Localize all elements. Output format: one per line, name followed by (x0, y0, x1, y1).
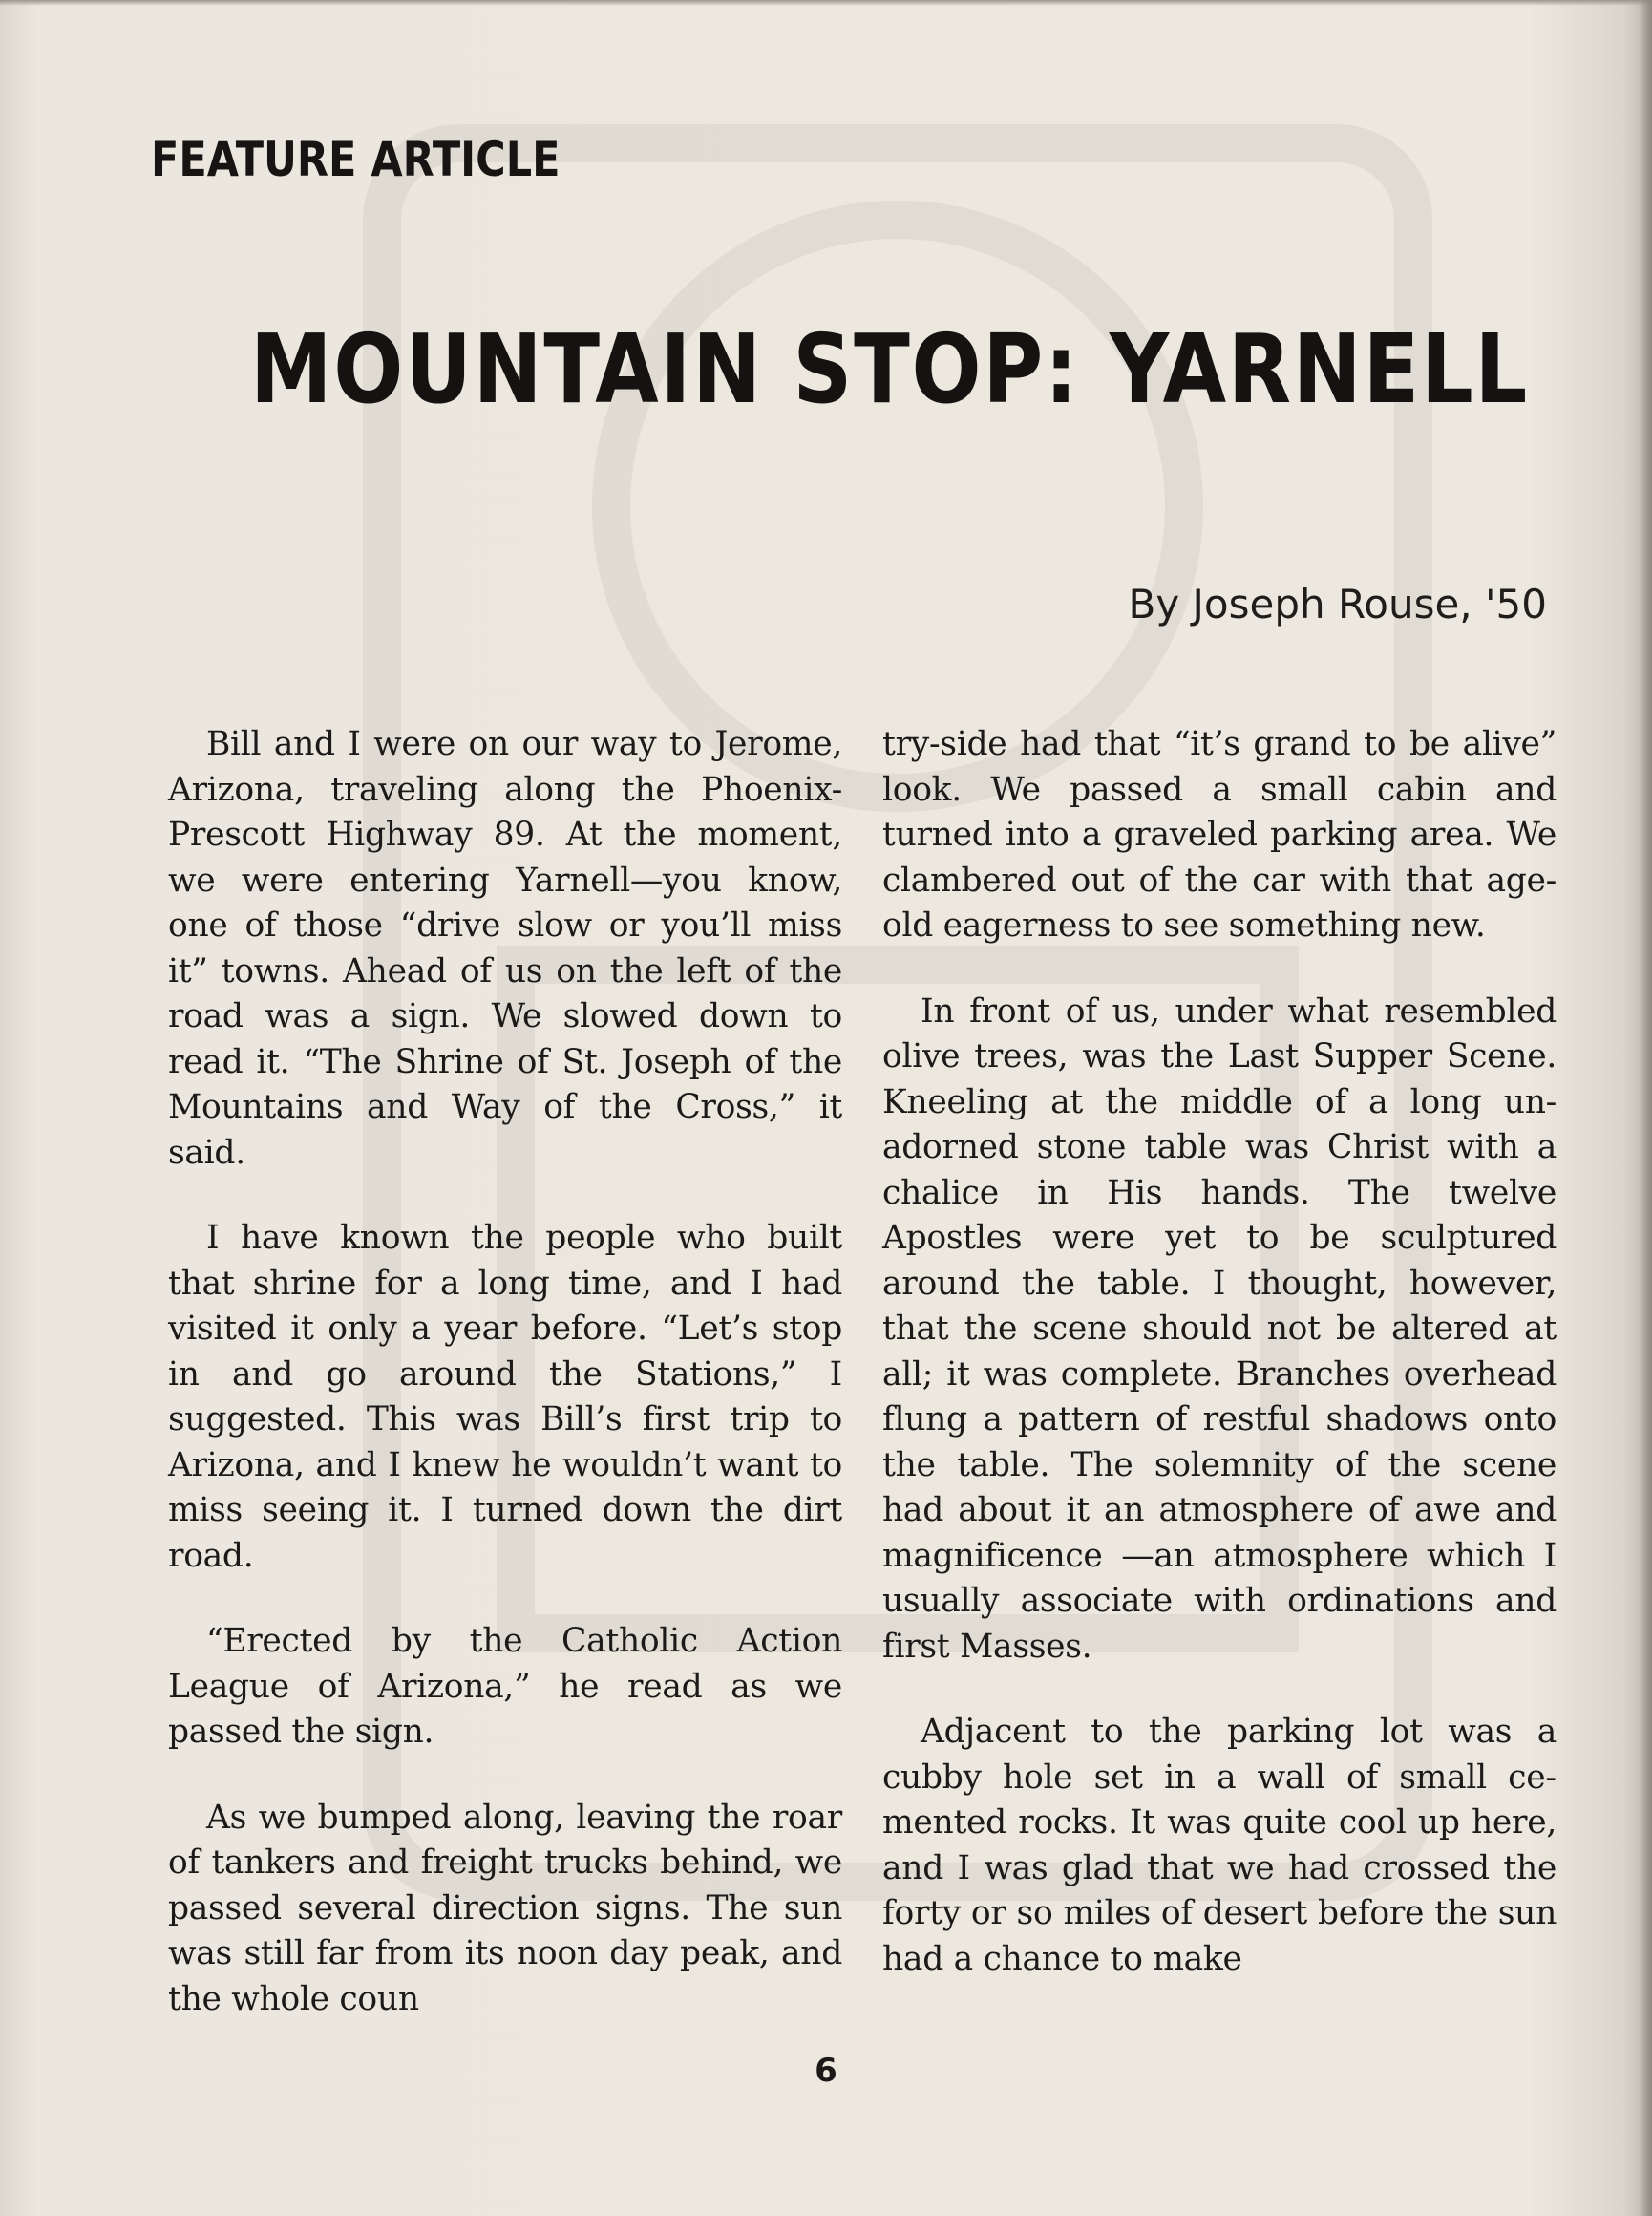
right-column (882, 722, 1557, 1982)
paragraph-continued: try-side had that “it’s grand to be alive” look. We passed a small cabin and turned into a graveled parking area. We clambered out of the car with that age-old eagerness to see something new. (882, 725, 1557, 945)
left-column (168, 722, 842, 2022)
page-number: 6 (815, 2052, 837, 2090)
paragraph: Bill and I were on our way to Jerome, Arizona, traveling along the Phoenix-Prescott Highway 89. At the moment, we were entering Yarnell—you know, one of those “drive slow or you’ll miss it” towns. Ahead of us on the left of the road was a sign. We slowed down to read it. “The Shrine of St. Joseph of the Mountains and Way of the Cross,” it said. (168, 725, 842, 1172)
section-label: FEATURE ARTICLE (151, 132, 561, 187)
paragraph: “Erected by the Catholic Action League of Arizona,” he read as we passed the sign. (168, 1622, 842, 1751)
paragraph: I have known the people who built that shrine for a long time, and I had visited it only a year before. “Let’s stop in and go around the Stations,” I suggested. This was Bill’s first trip to Arizona, and I knew he wouldn’t want to miss seeing it. I turned down the dirt road. (168, 1219, 842, 1575)
paragraph: In front of us, under what resembled olive trees, was the Last Supper Scene. Kneeling at the middle of a long un-adorned stone table was Christ with a chalice in His hands. The twelve Apostles were yet to be sculptured around the table. I thought, however, that the scene should not be altered at all; it was complete. Branches overhead flung a pattern of restful shadows onto the table. The solemnity of the scene had about it an atmosphere of awe and magnificence —an atmosphere which I usually associate with ordinations and first Masses. (882, 991, 1557, 1666)
page-binding-shadow (1639, 0, 1652, 2216)
article-title: MOUNTAIN STOP: YARNELL (250, 313, 1530, 425)
paragraph: As we bumped along, leaving the roar of tankers and freight trucks behind, we passed several direction signs. The sun was still far from its noon day peak, and the whole coun (168, 1798, 842, 2018)
article-byline: By Joseph Rouse, '50 (1128, 581, 1547, 628)
page-top-edge (0, 0, 1652, 6)
paragraph: Adjacent to the parking lot was a cubby hole set in a wall of small cemented rocks. It was quite cool up here, and I was glad that we had crossed the forty or so miles of desert before the sun had a chance to make (882, 1713, 1557, 1978)
